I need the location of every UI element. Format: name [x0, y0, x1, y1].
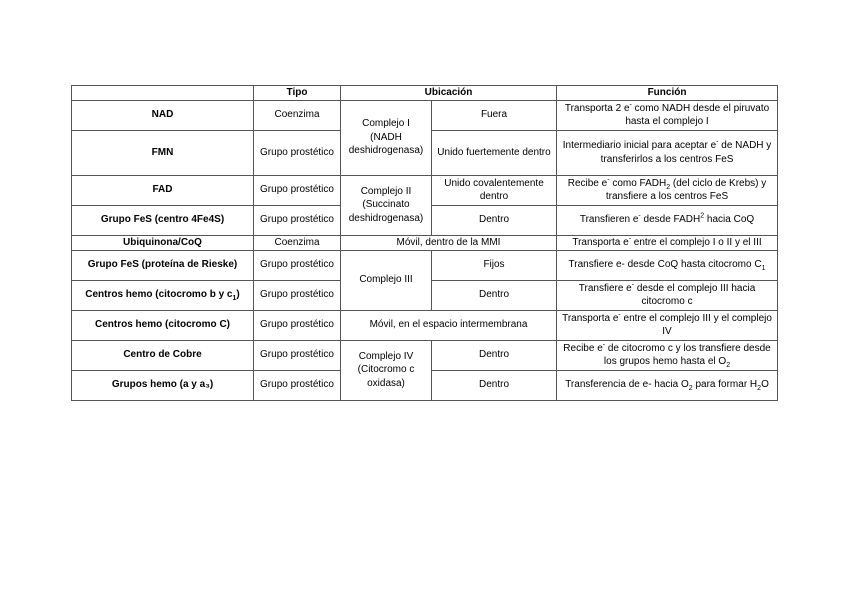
cell-tipo: Coenzima — [254, 100, 341, 130]
cell-complejo-ii: Complejo II (Succinato deshidrogenasa) — [341, 175, 432, 235]
cell-name: NAD — [72, 100, 254, 130]
cell-tipo: Grupo prostético — [254, 250, 341, 280]
header-funcion: Función — [557, 86, 778, 101]
table-row — [72, 235, 778, 250]
cell-tipo: Grupo prostético — [254, 280, 341, 310]
cell-funcion: Recibe e- de citocromo c y los transfiere desde los grupos hemo hasta el $O_2$ — [557, 340, 778, 370]
header-ubicacion: Ubicación — [341, 86, 557, 101]
header-row — [72, 86, 778, 101]
cell-name: Grupos hemo (a y a₃) — [72, 370, 254, 400]
electron-transport-table — [71, 85, 778, 401]
table-row — [72, 175, 778, 205]
cell-funcion: Transporta e- entre el complejo III y el complejo IV — [557, 310, 778, 340]
table-row — [72, 340, 778, 370]
cell-tipo: Grupo prostético — [254, 205, 341, 235]
cell-funcion: Recibe e- como $FADH_2$ (del ciclo de Krebs) y transfiere a los centros FeS — [557, 175, 778, 205]
cell-name: Grupo FeS (proteína de Rieske) — [72, 250, 254, 280]
table-row — [72, 310, 778, 340]
cell-funcion: Intermediario inicial para aceptar e- de NADH y transferirlos a los centros FeS — [557, 130, 778, 175]
cell-ubicacion: Dentro — [432, 205, 557, 235]
cell-tipo: Grupo prostético — [254, 340, 341, 370]
cell-funcion: Transferencia de e- hacia $O_2$ para formar $H_2O$ — [557, 370, 778, 400]
header-tipo: Tipo — [254, 86, 341, 101]
cell-name: Centros hemo (citocromo C) — [72, 310, 254, 340]
cell-ubicacion: Móvil, en el espacio intermembrana — [341, 310, 557, 340]
cell-ubicacion: Unido covalentemente dentro — [432, 175, 557, 205]
cell-funcion: Transporta e- entre el complejo I o II y el III — [557, 235, 778, 250]
cell-funcion: Transfiere e- desde CoQ hasta citocromo $C_1$ — [557, 250, 778, 280]
cell-tipo: Coenzima — [254, 235, 341, 250]
cell-complejo-iv: Complejo IV (Citocromo c oxidasa) — [341, 340, 432, 400]
cell-funcion: Transporta 2 e- como NADH desde el piruvato hasta el complejo I — [557, 100, 778, 130]
cell-ubicacion: Fijos — [432, 250, 557, 280]
cell-ubicacion: Dentro — [432, 370, 557, 400]
cell-funcion: Transfieren e- desde FADH$^2$ hacia CoQ — [557, 205, 778, 235]
cell-name: Grupo FeS (centro 4Fe4S) — [72, 205, 254, 235]
header-blank — [72, 86, 254, 101]
cell-ubicacion: Unido fuertemente dentro — [432, 130, 557, 175]
cell-funcion: Transfiere e- desde el complejo III hacia citocromo c — [557, 280, 778, 310]
cell-complejo-iii: Complejo III — [341, 250, 432, 310]
cell-tipo: Grupo prostético — [254, 370, 341, 400]
table-row — [72, 100, 778, 130]
cell-name: Ubiquinona/CoQ — [72, 235, 254, 250]
cell-tipo: Grupo prostético — [254, 175, 341, 205]
cell-ubicacion: Dentro — [432, 280, 557, 310]
cell-name: Centro de Cobre — [72, 340, 254, 370]
cell-ubicacion: Dentro — [432, 340, 557, 370]
cell-name: FMN — [72, 130, 254, 175]
cell-complejo-i: Complejo I (NADH deshidrogenasa) — [341, 100, 432, 175]
cell-tipo: Grupo prostético — [254, 130, 341, 175]
cell-ubicacion: Móvil, dentro de la MMI — [341, 235, 557, 250]
table-row — [72, 250, 778, 280]
cell-name: FAD — [72, 175, 254, 205]
cell-ubicacion: Fuera — [432, 100, 557, 130]
cell-tipo: Grupo prostético — [254, 310, 341, 340]
cell-name: Centros hemo (citocromo b y $c_1$) — [72, 280, 254, 310]
